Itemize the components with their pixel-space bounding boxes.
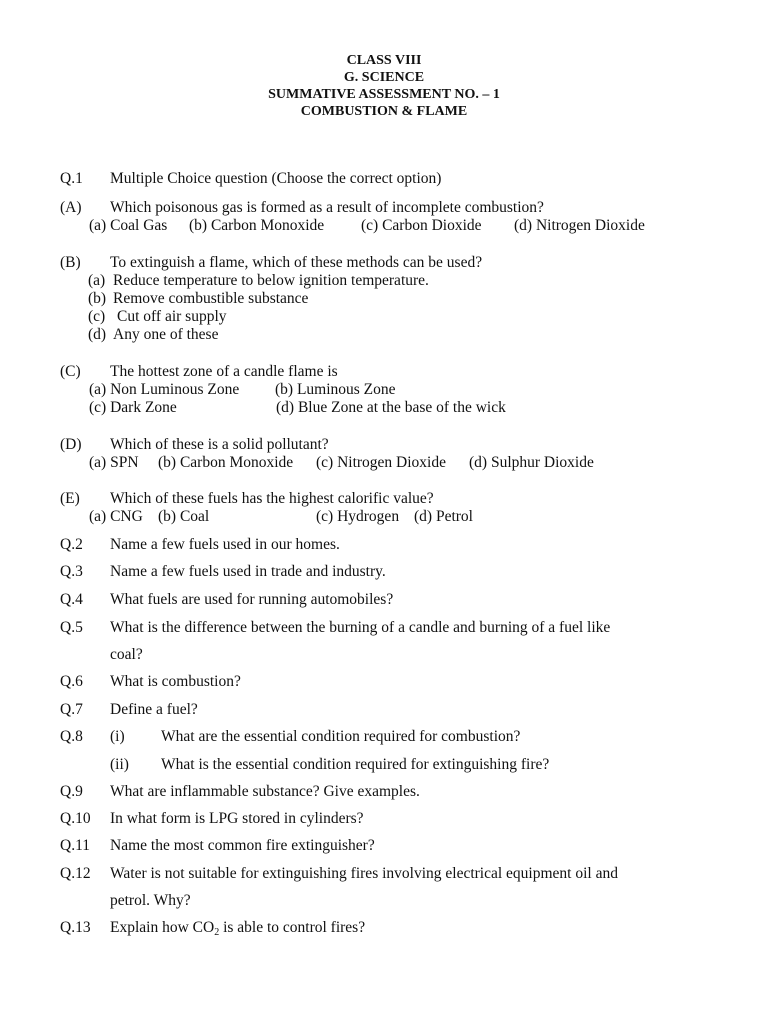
question-number: Q.4	[60, 591, 83, 608]
question-number: Q.9	[60, 783, 83, 800]
question-number: Q.11	[60, 837, 90, 854]
option: Any one of these	[113, 326, 219, 343]
option-label: (a)	[88, 272, 106, 289]
option: (b) Carbon Monoxide	[158, 454, 294, 471]
option: (a) SPN	[89, 454, 139, 471]
question-text: In what form is LPG stored in cylinders?	[110, 810, 364, 827]
assessment-heading: SUMMATIVE ASSESSMENT NO. – 1	[268, 87, 500, 102]
subquestion-label: (A)	[60, 199, 82, 216]
option: (d) Nitrogen Dioxide	[514, 217, 645, 234]
question-text-part: is able to control fires?	[219, 919, 366, 936]
option: Reduce temperature to below ignition temperature.	[113, 272, 429, 289]
question-number: Q.1	[60, 170, 83, 187]
subquestion-text: Which poisonous gas is formed as a result of incomplete combustion?	[110, 199, 544, 216]
subquestion-text: Which of these is a solid pollutant?	[110, 436, 329, 453]
option: (d) Petrol	[414, 508, 473, 525]
question-number: Q.12	[60, 865, 91, 882]
option: Cut off air supply	[117, 308, 227, 325]
class-heading: CLASS VIII	[346, 53, 422, 68]
question-number: Q.5	[60, 619, 83, 636]
question-text: What is the difference between the burning of a candle and burning of a fuel like	[110, 619, 611, 636]
option: (a) Non Luminous Zone	[89, 381, 240, 398]
question-text: What is combustion?	[110, 673, 241, 690]
question-number: Q.13	[60, 919, 91, 936]
part-label: (ii)	[110, 756, 129, 773]
question-text: Name the most common fire extinguisher?	[110, 837, 375, 854]
option: (d) Blue Zone at the base of the wick	[276, 399, 506, 416]
question-text: Name a few fuels used in trade and industry.	[110, 563, 386, 580]
question-text-continued: coal?	[110, 646, 143, 663]
question-text: Name a few fuels used in our homes.	[110, 536, 340, 553]
option: (c) Dark Zone	[89, 399, 177, 416]
subquestion-label: (B)	[60, 254, 81, 271]
subquestion-label: (E)	[60, 490, 80, 507]
part-text: What are the essential condition required for combustion?	[161, 728, 521, 745]
option-label: (b)	[88, 290, 107, 307]
question-text: What are inflammable substance? Give examples.	[110, 783, 420, 800]
subquestion-label: (C)	[60, 363, 81, 380]
topic-heading: COMBUSTION & FLAME	[300, 104, 468, 119]
option: (b) Luminous Zone	[275, 381, 396, 398]
option-label: (d)	[88, 326, 107, 343]
question-text-part: Explain how CO	[110, 919, 215, 936]
subquestion-text: The hottest zone of a candle flame is	[110, 363, 338, 380]
question-number: Q.8	[60, 728, 83, 745]
question-number: Q.3	[60, 563, 83, 580]
question-number: Q.7	[60, 701, 83, 718]
part-label: (i)	[110, 728, 125, 745]
question-text: What fuels are used for running automobiles?	[110, 591, 394, 608]
subquestion-label: (D)	[60, 436, 82, 453]
question-text: Multiple Choice question (Choose the correct option)	[110, 170, 442, 187]
option: (c) Hydrogen	[316, 508, 400, 525]
document-header	[0, 52, 768, 120]
question-number: Q.10	[60, 810, 91, 827]
option: (c) Nitrogen Dioxide	[316, 454, 446, 471]
part-text: What is the essential condition required for extinguishing fire?	[161, 756, 550, 773]
question-text	[110, 919, 365, 937]
option: (a) CNG	[89, 508, 143, 525]
question-number: Q.6	[60, 673, 83, 690]
option: (b) Coal	[158, 508, 210, 525]
subscript: 2	[214, 927, 220, 938]
option: (b) Carbon Monoxide	[189, 217, 325, 234]
subject-heading: G. SCIENCE	[343, 70, 425, 85]
subquestion-text: To extinguish a flame, which of these methods can be used?	[110, 254, 483, 271]
question-text: Water is not suitable for extinguishing fires involving electrical equipment oil and	[110, 865, 618, 882]
question-text: Define a fuel?	[110, 701, 198, 718]
option: (c) Carbon Dioxide	[361, 217, 482, 234]
option-label: (c)	[88, 308, 106, 325]
option: (a) Coal Gas	[89, 217, 168, 234]
question-text-continued: petrol. Why?	[110, 892, 191, 909]
option: Remove combustible substance	[113, 290, 309, 307]
option: (d) Sulphur Dioxide	[469, 454, 594, 471]
question-number: Q.2	[60, 536, 83, 553]
subquestion-text: Which of these fuels has the highest calorific value?	[110, 490, 434, 507]
